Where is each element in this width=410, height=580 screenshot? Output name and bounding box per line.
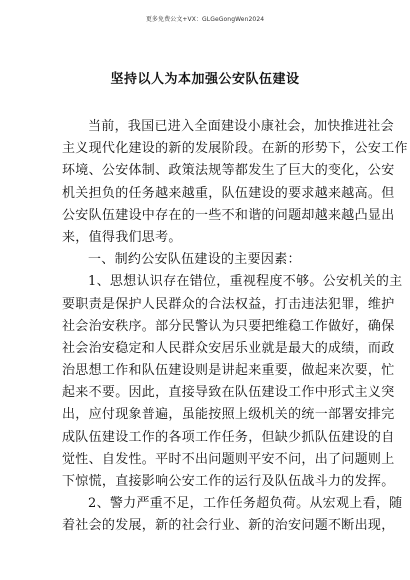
paragraph-line: 社会治安稳定和人民群众安居乐业就是最大的成绩，而政 — [62, 340, 395, 356]
paragraph-line: 公安队伍建设中存在的一些不和谐的问题却越来越凸显出 — [62, 207, 395, 223]
paragraph-line: 主义现代化建设的新的发展阶段。在新的形势下，公安工作 — [62, 141, 408, 157]
paragraph-line: 社会治安秩序。部分民警认为只要把维稳工作做好，确保 — [62, 318, 395, 334]
paragraph-line: 着社会的发展，新的社会行业、新的治安问题不断出现， — [62, 518, 395, 534]
paragraph-line: 成队伍建设工作的各项工作任务，但缺少抓队伍建设的自 — [62, 429, 395, 445]
paragraph-line: 1、思想认识存在错位，重视程度不够。公安机关的主 — [88, 274, 403, 290]
document-title: 坚持以人为本加强公安队伍建设 — [110, 72, 300, 87]
section-heading: 一、制约公安队伍建设的主要因素： — [88, 252, 301, 268]
paragraph-line: 2、警力严重不足，工作任务超负荷。从宏观上看，随 — [88, 496, 403, 512]
paragraph-line: 下惊慌，直接影响公安工作的运行及队伍战斗力的发挥。 — [62, 474, 395, 489]
header-note: 更多免费公文+VX：GLGeGongWen2024 — [145, 16, 265, 23]
paragraph-line: 出，应付现象普遍，虽能按照上级机关的统一部署安排完 — [62, 407, 395, 423]
paragraph-line: 当前，我国已进入全面建设小康社会，加快推进社会 — [88, 119, 394, 134]
paragraph-line: 环境、公安体制、政策法规等都发生了巨大的变化，公安 — [62, 163, 395, 179]
paragraph-line: 起来不要。因此，直接导致在队伍建设工作中形式主义突 — [62, 385, 395, 401]
paragraph-line: 来，值得我们思考。 — [62, 229, 182, 245]
paragraph-line: 治思想工作和队伍建设则是讲起来重要，做起来次要，忙 — [62, 363, 395, 379]
paragraph-line: 觉性、自发性。平时不出问题则平安不问，出了问题则上 — [62, 451, 395, 467]
paragraph-line: 机关担负的任务越来越重，队伍建设的要求越来越高。但 — [62, 185, 395, 201]
paragraph-line: 要职责是保护人民群众的合法权益，打击违法犯罪，维护 — [62, 296, 395, 312]
document-body — [62, 116, 408, 538]
